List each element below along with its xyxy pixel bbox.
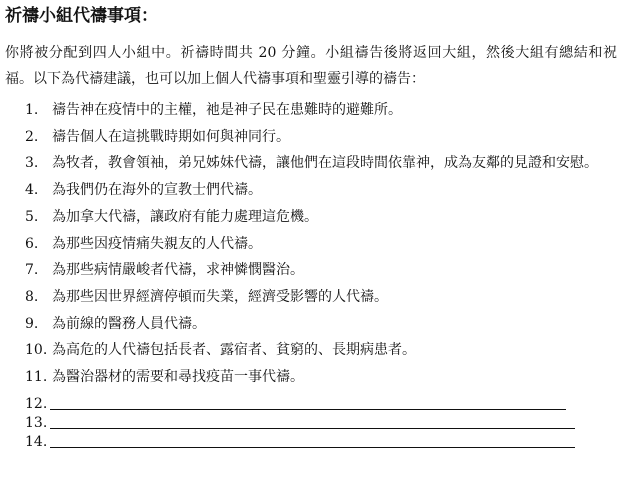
list-item (0, 231, 620, 258)
item-text: 禱告神在疫情中的主權，祂是神子民在患難時的避難所。 (52, 102, 402, 118)
item-number: 14. (25, 433, 48, 450)
page-title: 祈禱小組代禱事項： (5, 6, 158, 26)
item-number: 7. (25, 262, 39, 279)
list-item (0, 337, 620, 364)
intro-paragraph: 你將被分配到四人小組中。祈禱時間共 20 分鐘。小組禱告後將返回大組，然後大組有總結和祝福。以下為代禱建議，也可以加上個人代禱事項和聖靈引導的禱告： (5, 45, 617, 87)
list-item (0, 97, 620, 124)
item-number: 12. (25, 395, 48, 412)
item-number: 10. (25, 342, 48, 359)
list-item (0, 311, 620, 338)
item-number: 6. (25, 235, 39, 252)
item-text: 為那些病情嚴峻者代禱，求神憐憫醫治。 (52, 262, 304, 279)
item-text: 禱告個人在這挑戰時期如何與神同行。 (52, 128, 290, 145)
list-item (0, 257, 620, 284)
item-text: 為醫治器材的需要和尋找疫苗一事代禱。 (52, 369, 304, 386)
item-text: 為牧者，教會領袖，弟兄姊妹代禱，讓他們在這段時間依靠神，成為友鄰的見證和安慰。 (52, 155, 598, 172)
blank-fill-in-line (50, 429, 616, 448)
list-item (0, 364, 620, 391)
list-item (0, 284, 620, 311)
item-text: 為那些因疫情痛失親友的人代禱。 (52, 235, 262, 252)
list-item (0, 177, 620, 204)
item-text: 為前線的醫務人員代禱。 (52, 315, 206, 332)
blank-list-item (0, 410, 620, 429)
item-number: 4. (25, 182, 39, 199)
item-number: 8. (25, 288, 39, 305)
blank-underline (50, 391, 566, 410)
item-text: 為我們仍在海外的宣教士們代禱。 (52, 182, 262, 199)
item-text: 為高危的人代禱包括長者、露宿者、貧窮的、長期病患者。 (52, 342, 416, 359)
item-number: 13. (25, 414, 48, 431)
list-item (0, 204, 620, 231)
blank-list-item (0, 391, 620, 410)
list-item (0, 150, 620, 177)
item-number: 1. (25, 102, 39, 118)
item-number: 3. (25, 155, 39, 172)
blank-fill-in-line (50, 410, 616, 429)
item-number: 5. (25, 208, 39, 225)
prayer-list (0, 97, 620, 448)
item-number: 9. (25, 315, 39, 332)
blank-underline (50, 410, 575, 429)
list-item (0, 124, 620, 151)
item-number: 2. (25, 128, 39, 145)
item-text: 為加拿大代禱，讓政府有能力處理這危機。 (52, 208, 318, 225)
blank-list-item (0, 429, 620, 448)
item-text: 為那些因世界經濟停頓而失業，經濟受影響的人代禱。 (52, 288, 388, 305)
item-number: 11. (25, 369, 48, 386)
blank-fill-in-line (50, 391, 616, 410)
blank-underline (50, 429, 575, 448)
